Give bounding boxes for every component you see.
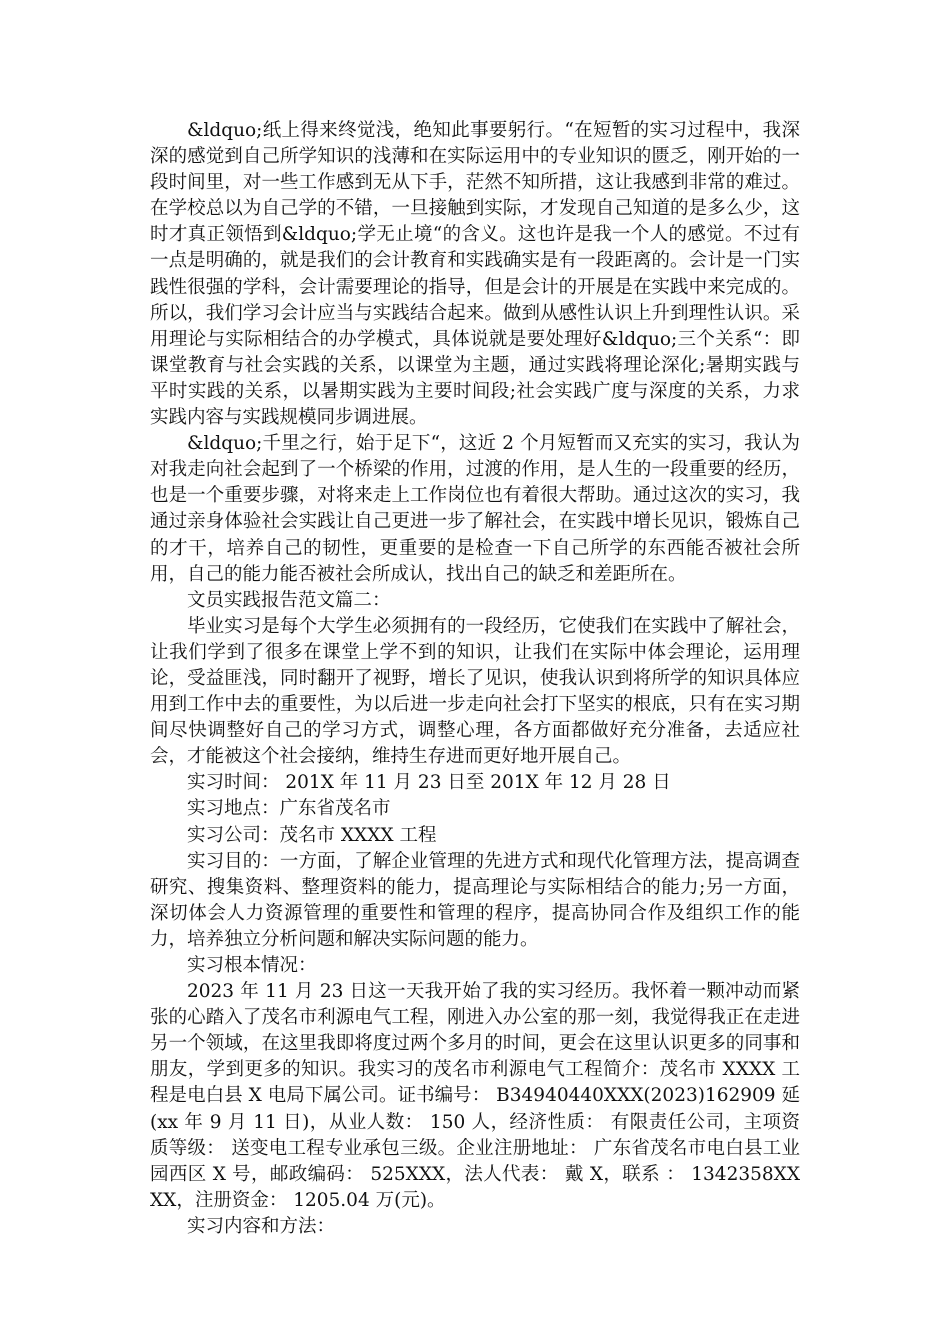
internship-location: 实习地点：广东省茂名市 <box>187 798 391 820</box>
paragraph-practice-reflection: &ldquo;纸上得来终觉浅，绝知此事要躬行。“在短暂的实习过程中，我深深的感觉到自己所学知识的浅薄和在实际运用中的专业知识的匮乏，刚开始的一段时间里，对一些工作感到无从下手，茫然不知所措，这让我感到非常的难过。在学校总以为自己学的不错，一旦接触到实际，才发现自己知道的是多么少，这时才真正领悟到&ldquo;学无止境“的含义。这也许是我一个人的感觉。不过有一点是明确的，就是我们的会计教育和实践确实是有一段距离的。会计是一门实践性很强的学科，会计需要理论的指导，但是会计的开展是在实践中来完成的。所以，我们学习会计应当与实践结合起来。做到从感性认识上升到理性认识。采用理论与实际相结合的办学模式，具体说就是要处理好&ldquo;三个关系“：即课堂教育与社会实践的关系，以课堂为主题，通过实践将理论深化;暑期实践与平时实践的关系，以暑期实践为主要时间段;社会实践广度与深度的关系，力求实践内容与实践规模同步调进展。 <box>150 120 800 429</box>
section-title-basic-info: 实习根本情况： <box>187 955 317 976</box>
paragraph-company-intro: 2023 年 11 月 23 日这一天我开始了我的实习经历。我怀着一颗冲动而紧张的心踏入了茂名市利源电气工程，刚进入办公室的那一刻，我觉得我正在走进另一个领域，在这里我即将度过两个多月的时间，更会在这里认识更多的同事和朋友，学到更多的知识。我实习的茂名市利源电气工程简介：茂名市 XXXX 工程是电白县 X 电局下属公司。证书编号： B34940440XXX(2023)162909 延(xx 年 9 月 11 日)，从业人数： 150 人，经济性质： 有限责任公司，主项资质等级： 送变电工程专业承包三级。企业注册地址： 广东省茂名市电白县工业园西区 X 号，邮政编码： 525XXX，法人代表： 戴 X，联系 ： 1342358XXXX，注册资金： 1205.04 万(元)。 <box>150 981 800 1211</box>
internship-company: 实习公司：茂名市 XXXX 工程 <box>187 824 437 846</box>
internship-time: 实习时间： 201X 年 11 月 23 日至 201X 年 12 月 28 日 <box>187 772 671 794</box>
section-title-sample-two: 文员实践报告范文篇二： <box>187 589 391 611</box>
internship-purpose: 实习目的：一方面，了解企业管理的先进方式和现代化管理方法，提高调查研究、搜集资料、整理资料的能力，提高理论与实际相结合的能力;另一方面，深切体会人力资源管理的重要性和管理的程序，提高协同合作及组织工作的能力，培养独立分析问题和解决实际问题的能力。 <box>150 850 800 950</box>
paragraph-graduation-internship: 毕业实习是每个大学生必须拥有的一段经历，它使我们在实践中了解社会，让我们学到了很多在课堂上学不到的知识，让我们在实际中体会理论，运用理论，受益匪浅，同时翻开了视野，增长了见识，使我认识到将所学的知识具体应用到工作中去的重要性，为以后进一步走向社会打下坚实的根底，只有在实习期间尽快调整好自己的学习方式，调整心理，各方面都做好充分准备，去适应社会，才能被这个社会接纳，维持生存进而更好地开展自己。 <box>150 615 800 768</box>
paragraph-internship-summary: &ldquo;千里之行，始于足下“，这近 2 个月短暂而又充实的实习，我认为对我走向社会起到了一个桥梁的作用，过渡的作用，是人生的一段重要的经历，也是一个重要步骤，对将来走上工作岗位也有着很大帮助。通过这次的实习，我通过亲身体验社会实践让自己更进一步了解社会，在实践中增长见识，锻炼自己的才干，培养自己的韧性，更重要的是检查一下自己所学的东西能否被社会所用，自己的能力能否被社会所成认，找出自己的缺乏和差距所在。 <box>150 433 800 585</box>
section-title-content-methods: 实习内容和方法： <box>187 1215 336 1237</box>
document-page <box>150 118 800 1240</box>
